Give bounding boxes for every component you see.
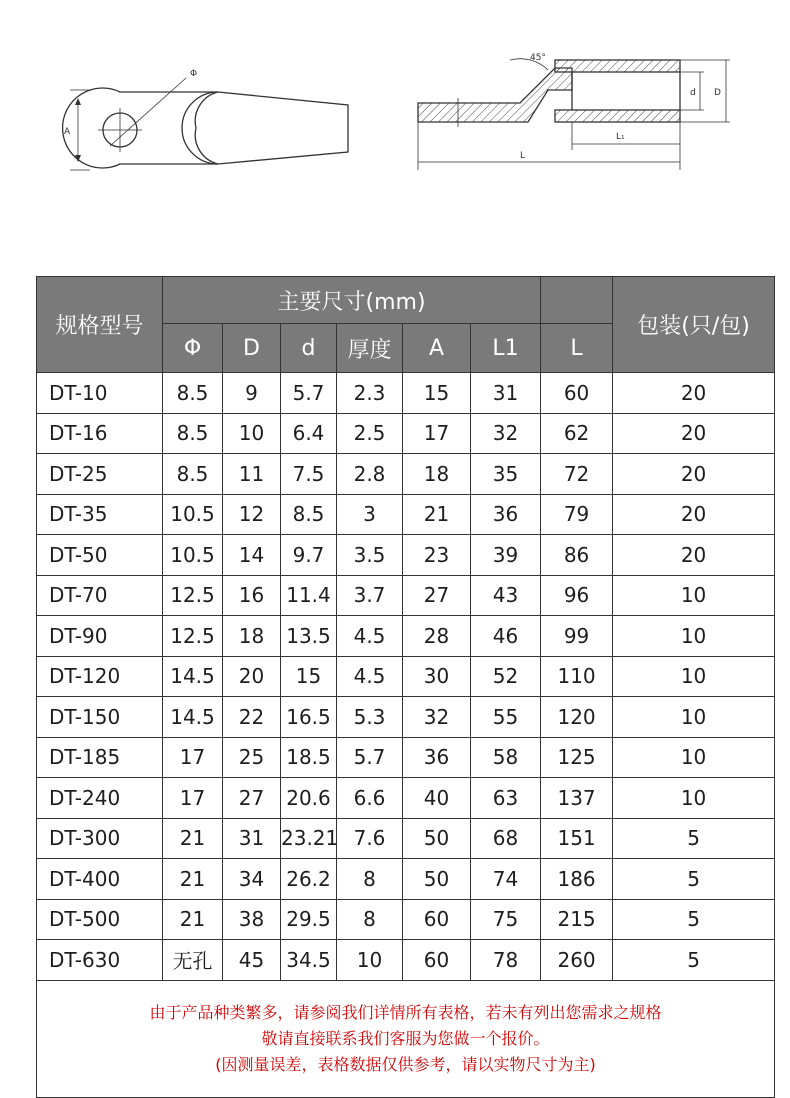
cell-model: DT-10 <box>37 373 163 414</box>
table-row <box>37 899 775 940</box>
cell-L1: 43 <box>471 575 541 616</box>
cell-pack: 20 <box>613 454 775 495</box>
table-row <box>37 859 775 900</box>
cell-phi: 17 <box>163 737 223 778</box>
header-blank <box>541 277 613 324</box>
cell-thick: 8 <box>337 899 403 940</box>
cell-phi: 21 <box>163 899 223 940</box>
cell-D: 38 <box>223 899 281 940</box>
cell-A: 27 <box>403 575 471 616</box>
cell-L1: 35 <box>471 454 541 495</box>
flat-tab <box>418 68 572 122</box>
cell-phi: 12.5 <box>163 575 223 616</box>
cell-pack: 20 <box>613 413 775 454</box>
cell-A: 15 <box>403 373 471 414</box>
cell-A: 60 <box>403 899 471 940</box>
cell-phi: 无孔 <box>163 940 223 981</box>
cell-L: 79 <box>541 494 613 535</box>
header-col-phi: Φ <box>163 324 223 373</box>
cell-D: 25 <box>223 737 281 778</box>
cell-A: 36 <box>403 737 471 778</box>
cell-thick: 5.7 <box>337 737 403 778</box>
cell-L1: 78 <box>471 940 541 981</box>
cell-d: 11.4 <box>281 575 337 616</box>
cell-model: DT-630 <box>37 940 163 981</box>
cell-thick: 8 <box>337 859 403 900</box>
cell-d: 16.5 <box>281 697 337 738</box>
cell-thick: 5.3 <box>337 697 403 738</box>
cell-phi: 8.5 <box>163 413 223 454</box>
cell-model: DT-50 <box>37 535 163 576</box>
cell-model: DT-25 <box>37 454 163 495</box>
cell-A: 28 <box>403 616 471 657</box>
cell-L1: 55 <box>471 697 541 738</box>
cell-d: 18.5 <box>281 737 337 778</box>
cell-d: 26.2 <box>281 859 337 900</box>
cell-thick: 6.6 <box>337 778 403 819</box>
cell-thick: 3.7 <box>337 575 403 616</box>
cell-L: 60 <box>541 373 613 414</box>
cell-D: 22 <box>223 697 281 738</box>
cell-L1: 36 <box>471 494 541 535</box>
note-line-1: 由于产品种类繁多，请参阅我们详情所有表格，若未有列出您需求之规格 <box>149 1002 662 1022</box>
table-row <box>37 697 775 738</box>
cell-pack: 10 <box>613 778 775 819</box>
header-main-dimensions: 主要尺寸(mm) <box>163 277 541 324</box>
top-view <box>63 78 348 170</box>
cell-L1: 63 <box>471 778 541 819</box>
cell-model: DT-90 <box>37 616 163 657</box>
header-col-A: A <box>403 324 471 373</box>
cell-A: 50 <box>403 859 471 900</box>
cell-L: 62 <box>541 413 613 454</box>
cell-model: DT-300 <box>37 818 163 859</box>
cell-thick: 4.5 <box>337 616 403 657</box>
cell-L: 137 <box>541 778 613 819</box>
cell-L1: 58 <box>471 737 541 778</box>
cell-L: 99 <box>541 616 613 657</box>
label-angle: 45° <box>530 53 546 63</box>
cell-thick: 2.3 <box>337 373 403 414</box>
table-row <box>37 413 775 454</box>
cell-L: 151 <box>541 818 613 859</box>
cell-pack: 5 <box>613 818 775 859</box>
technical-drawing <box>0 0 790 250</box>
cell-d: 29.5 <box>281 899 337 940</box>
cell-phi: 10.5 <box>163 535 223 576</box>
cell-L: 120 <box>541 697 613 738</box>
header-col-D: D <box>223 324 281 373</box>
cell-thick: 4.5 <box>337 656 403 697</box>
cell-d: 20.6 <box>281 778 337 819</box>
cell-A: 40 <box>403 778 471 819</box>
cell-model: DT-500 <box>37 899 163 940</box>
cell-D: 14 <box>223 535 281 576</box>
note-line-2: 敬请直接联系我们客服为您做一个报价。 <box>261 1028 550 1048</box>
cell-L1: 46 <box>471 616 541 657</box>
label-a-left: A <box>64 127 71 137</box>
cell-d: 8.5 <box>281 494 337 535</box>
barrel-bottom <box>555 110 680 122</box>
cell-L: 110 <box>541 656 613 697</box>
cell-model: DT-185 <box>37 737 163 778</box>
header-pack: 包装(只/包) <box>613 277 775 373</box>
label-l1: L₁ <box>616 132 625 142</box>
cell-pack: 10 <box>613 737 775 778</box>
label-l: L <box>520 151 526 161</box>
spec-table-wrapper <box>36 276 774 1098</box>
cell-L1: 52 <box>471 656 541 697</box>
cell-L: 186 <box>541 859 613 900</box>
table-row <box>37 656 775 697</box>
cell-D: 10 <box>223 413 281 454</box>
cell-L: 215 <box>541 899 613 940</box>
cell-phi: 14.5 <box>163 697 223 738</box>
cell-d: 23.21 <box>281 818 337 859</box>
cell-pack: 5 <box>613 859 775 900</box>
cell-phi: 14.5 <box>163 656 223 697</box>
cell-model: DT-400 <box>37 859 163 900</box>
cell-D: 34 <box>223 859 281 900</box>
cell-phi: 8.5 <box>163 454 223 495</box>
cell-d: 5.7 <box>281 373 337 414</box>
cell-phi: 8.5 <box>163 373 223 414</box>
cell-D: 12 <box>223 494 281 535</box>
barrel-top <box>555 60 680 72</box>
cell-d: 9.7 <box>281 535 337 576</box>
cell-phi: 10.5 <box>163 494 223 535</box>
cell-pack: 5 <box>613 899 775 940</box>
cell-pack: 20 <box>613 373 775 414</box>
cell-L1: 68 <box>471 818 541 859</box>
header-col-thickness: 厚度 <box>337 324 403 373</box>
table-row <box>37 454 775 495</box>
cell-pack: 20 <box>613 494 775 535</box>
cell-model: DT-150 <box>37 697 163 738</box>
table-row <box>37 373 775 414</box>
cell-L: 260 <box>541 940 613 981</box>
cell-D: 31 <box>223 818 281 859</box>
cell-L1: 75 <box>471 899 541 940</box>
table-row <box>37 778 775 819</box>
spec-table <box>36 276 775 1098</box>
label-d-small: d <box>690 88 696 98</box>
cell-phi: 21 <box>163 859 223 900</box>
cell-A: 18 <box>403 454 471 495</box>
table-row <box>37 616 775 657</box>
cell-L: 125 <box>541 737 613 778</box>
cell-A: 50 <box>403 818 471 859</box>
cell-phi: 21 <box>163 818 223 859</box>
cell-A: 17 <box>403 413 471 454</box>
cell-L1: 39 <box>471 535 541 576</box>
cell-pack: 10 <box>613 616 775 657</box>
cell-phi: 12.5 <box>163 616 223 657</box>
header-col-L: L <box>541 324 613 373</box>
header-col-d: d <box>281 324 337 373</box>
cell-pack: 10 <box>613 575 775 616</box>
cell-L1: 32 <box>471 413 541 454</box>
cell-d: 34.5 <box>281 940 337 981</box>
cell-D: 18 <box>223 616 281 657</box>
cell-thick: 7.6 <box>337 818 403 859</box>
cell-d: 15 <box>281 656 337 697</box>
cell-model: DT-120 <box>37 656 163 697</box>
cell-pack: 5 <box>613 940 775 981</box>
cell-A: 30 <box>403 656 471 697</box>
table-row <box>37 818 775 859</box>
cell-D: 20 <box>223 656 281 697</box>
cell-D: 11 <box>223 454 281 495</box>
cell-A: 21 <box>403 494 471 535</box>
cell-D: 27 <box>223 778 281 819</box>
cell-thick: 2.8 <box>337 454 403 495</box>
note-cell <box>37 980 775 1097</box>
label-phi: Φ <box>190 69 198 79</box>
table-row <box>37 535 775 576</box>
side-view <box>418 59 730 170</box>
cell-L1: 74 <box>471 859 541 900</box>
header-col-L1: L1 <box>471 324 541 373</box>
cell-L: 72 <box>541 454 613 495</box>
cell-thick: 2.5 <box>337 413 403 454</box>
cell-thick: 3.5 <box>337 535 403 576</box>
cell-L1: 31 <box>471 373 541 414</box>
cell-d: 6.4 <box>281 413 337 454</box>
header-model: 规格型号 <box>37 277 163 373</box>
table-row <box>37 494 775 535</box>
cell-D: 9 <box>223 373 281 414</box>
cell-pack: 10 <box>613 656 775 697</box>
table-row <box>37 940 775 981</box>
cell-model: DT-35 <box>37 494 163 535</box>
cell-pack: 20 <box>613 535 775 576</box>
cell-L: 86 <box>541 535 613 576</box>
cell-thick: 10 <box>337 940 403 981</box>
cell-A: 60 <box>403 940 471 981</box>
cell-d: 13.5 <box>281 616 337 657</box>
note-line-3: (因测量误差，表格数据仅供参考，请以实物尺寸为主) <box>215 1054 596 1074</box>
lug-drawing-svg <box>0 0 790 250</box>
cell-pack: 10 <box>613 697 775 738</box>
cell-D: 16 <box>223 575 281 616</box>
cell-model: DT-240 <box>37 778 163 819</box>
table-row <box>37 575 775 616</box>
cell-model: DT-70 <box>37 575 163 616</box>
cell-D: 45 <box>223 940 281 981</box>
table-row <box>37 737 775 778</box>
cell-d: 7.5 <box>281 454 337 495</box>
cell-L: 96 <box>541 575 613 616</box>
cell-thick: 3 <box>337 494 403 535</box>
cell-A: 23 <box>403 535 471 576</box>
cell-model: DT-16 <box>37 413 163 454</box>
label-d-big: D <box>714 88 721 98</box>
cell-phi: 17 <box>163 778 223 819</box>
cell-A: 32 <box>403 697 471 738</box>
